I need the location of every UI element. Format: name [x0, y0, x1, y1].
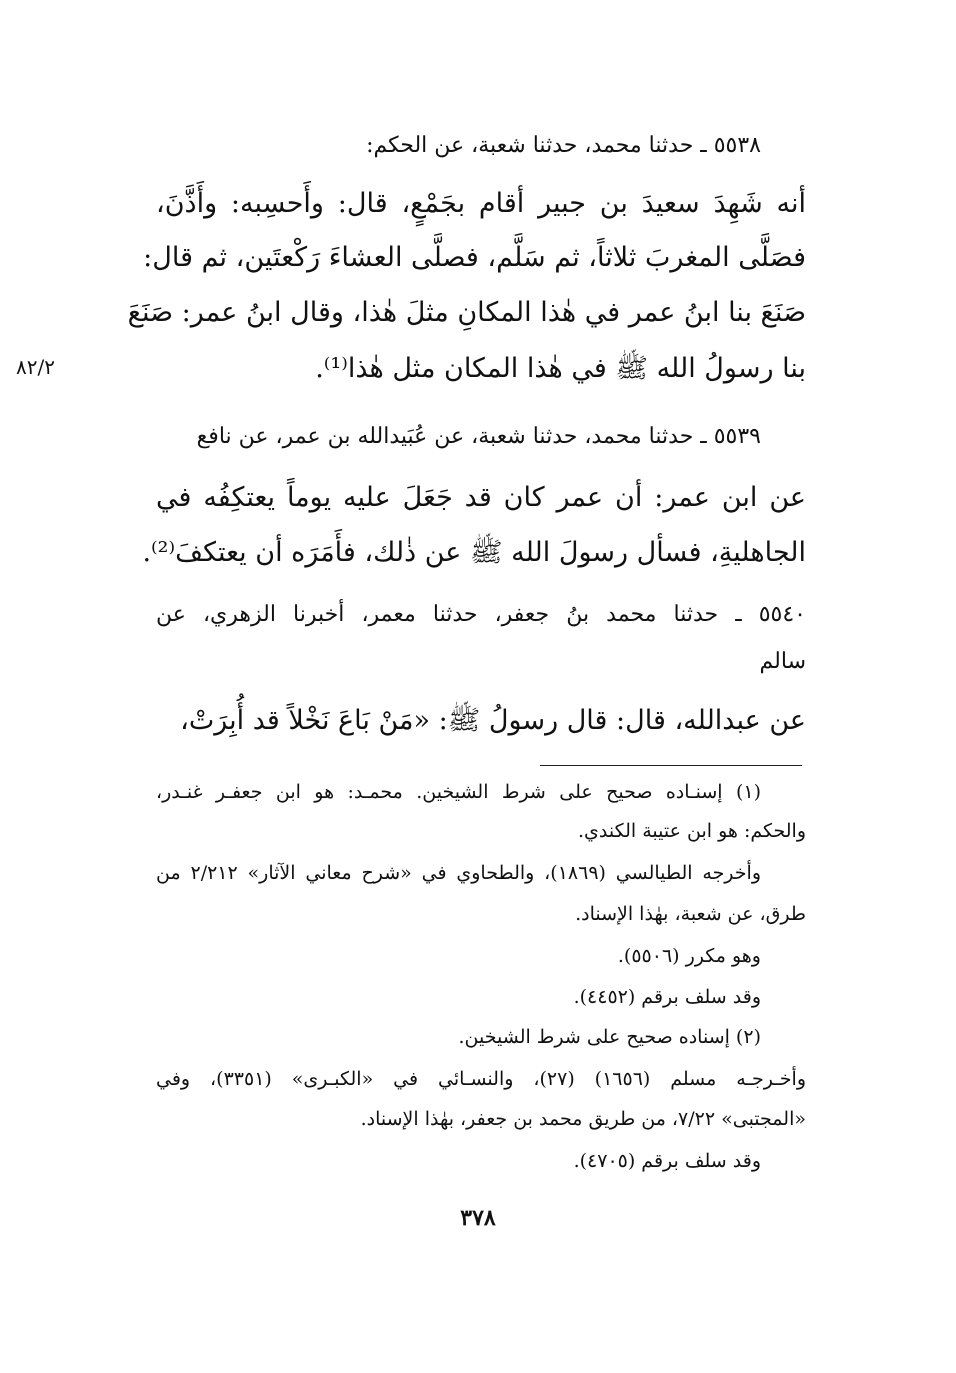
hadith-5539-matn-line-1: عن ابن عمر: أن عمر كان قد جَعَلَ عليه يوماً يعتكِفُه في	[156, 482, 806, 513]
footnote-line-3: وأخرجه الطيالسي (١٨٦٩)، والطحاوي في «شرح معاني الآثار» ٢/٢١٢ من	[156, 862, 761, 884]
hadith-5538-matn-line-3: صَنَعَ بنا ابنُ عمر في هٰذا المكانِ مثلَ هٰذا، وقال ابنُ عمر: صَنَعَ	[127, 297, 806, 328]
footnote-separator	[540, 765, 802, 766]
footnote-line-1: (١) إسنـاده صحيح على شرط الشيخين. محمـد: هو ابن جعفـر غنـدر،	[156, 781, 761, 803]
footnote-line-10: وقد سلف برقم (٤٧٠٥).	[573, 1150, 761, 1172]
hadith-5539-matn-line-2: الجاهليةِ، فسأل رسولَ الله ﷺ عن ذٰلك، فأَمَرَه أن يعتكفَ⁽²⁾.	[142, 537, 806, 568]
footnote-line-8: وأخـرجـه مسلم (١٦٥٦) (٢٧)، والنسـائي في «الكبـرى» (٣٣٥١)، وفي	[156, 1068, 806, 1090]
hadith-5538-matn-line-4: بنا رسولُ الله ﷺ في هٰذا المكان مثل هٰذا⁽¹⁾.	[315, 353, 806, 384]
hadith-5538-isnad: ٥٥٣٨ ـ حدثنا محمد، حدثنا شعبة، عن الحكم:	[366, 133, 761, 158]
hadith-5539-isnad: ٥٥٣٩ ـ حدثنا محمد، حدثنا شعبة، عن عُبَيدالله بن عمر، عن نافع	[196, 424, 761, 449]
footnote-line-7: (٢) إسناده صحيح على شرط الشيخين.	[458, 1026, 761, 1048]
hadith-5540-isnad-line-1: ٥٥٤٠ ـ حدثنا محمد بنُ جعفر، حدثنا معمر، أخبرنا الزهري، عن	[156, 602, 806, 627]
page-number: ٣٧٨	[460, 1205, 496, 1231]
footnote-line-5: وهو مكرر (٥٥٠٦).	[617, 945, 761, 967]
hadith-5540-isnad-line-2: سالم	[759, 649, 806, 674]
footnote-line-9: «المجتبى» ٧/٢٢، من طريق محمد بن جعفر، بهٰذا الإسناد.	[360, 1108, 806, 1130]
hadith-5540-matn-line-1: عن عبدالله، قال: قال رسولُ ﷺ: «مَنْ بَاعَ نَخْلاً قد أُبِرَتْ،	[180, 705, 806, 736]
hadith-5538-matn-line-1: أنه شَهِدَ سعيدَ بن جبير أقام بجَمْعٍ، قال: وأَحسِبه: وأَذَّنَ،	[156, 188, 806, 219]
footnote-line-4: طرق، عن شعبة، بهٰذا الإسناد.	[575, 903, 806, 925]
footnote-line-2: والحكم: هو ابن عتيبة الكندي.	[578, 820, 806, 842]
margin-volume-page-reference: ٨٢/٢	[16, 355, 55, 379]
footnote-line-6: وقد سلف برقم (٤٤٥٢).	[573, 986, 761, 1008]
hadith-5538-matn-line-2: فصَلَّى المغربَ ثلاثاً، ثم سَلَّم، فصلَّى العشاءَ رَكْعتَين، ثم قال:	[143, 242, 806, 273]
